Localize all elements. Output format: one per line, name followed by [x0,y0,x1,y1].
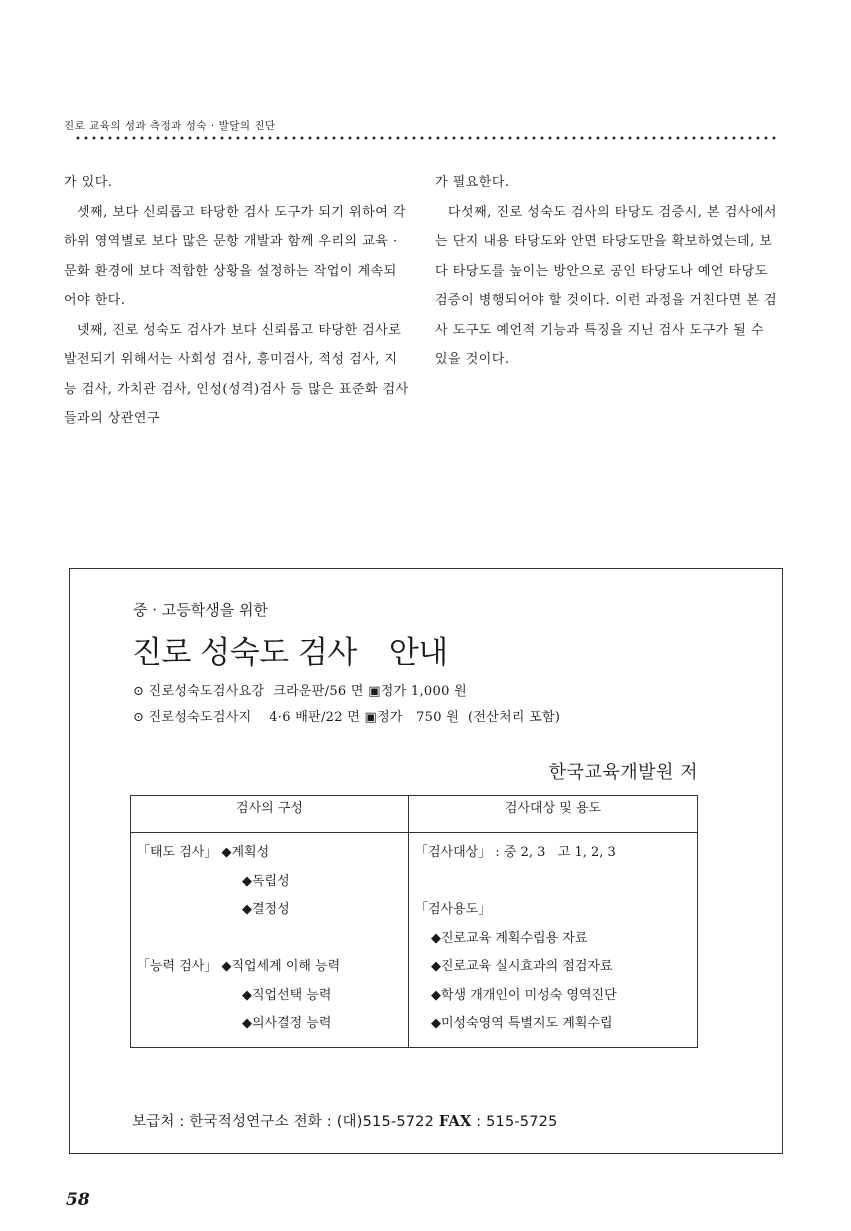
right-column [435,168,780,375]
paragraph: 넷째, 진로 성숙도 검사가 보다 신뢰롭고 타당한 검사로 발전되기 위해서는 사회성 검사, 흥미검사, 적성 검사, 지능 검사, 가치관 검사, 인성(성격)검사 등 많은 표준화 검사들과의 상관연구 [64,322,409,426]
page-number: 58 [66,1190,90,1210]
ad-subtitle: 중 · 고등학생을 위한 [133,601,268,619]
list-item: 「검사용도」 [415,902,492,917]
paragraph: 다섯째, 진로 성숙도 검사의 타당도 검증시, 본 검사에서는 단지 내용 타당도와 안면 타당도만을 확보하였는데, 보다 타당도를 높이는 방안으로 공인 타당도나 예언 타당도 검증이 병행되어야 할 것이다. 이런 과정을 거친다면 본 검사 도구도 예언적 기능과 특징을 지닌 검사 도구가 될 수 있을 것이다. [435,204,778,367]
ad-title-suffix: 안내 [388,635,448,671]
target-usage-cell [409,833,698,1048]
publisher: 한국교육개발원 저 [548,762,698,783]
list-item: 「태도 검사」 ◆계획성 [137,845,270,860]
list-item: ◆학생 개개인이 미성숙 영역진단 [431,987,617,1003]
list-item: 「검사대상」 : 중 2, 3 고 1, 2, 3 [415,845,616,860]
spacer [137,925,408,954]
fax-number: : 515-5725 [471,1114,558,1130]
list-item: ◆직업선택 능력 [242,987,332,1003]
advertisement-box [69,568,783,1154]
table-header: 검사의 구성 [131,796,409,833]
composition-cell [131,833,409,1048]
table-header: 검사대상 및 용도 [409,796,698,833]
contact-info [132,1110,558,1131]
paragraph: 가 있다. [64,175,113,190]
list-item: ◆진로교육 실시효과의 점검자료 [431,959,613,974]
list-item: ◆결정성 [242,902,290,917]
fax-label: FAX [438,1113,472,1130]
test-info-table [130,795,698,1048]
contact-prefix: 보급처 : 한국적성연구소 전화 : (대)515-5722 [132,1114,435,1130]
list-item: ◆의사결정 능력 [242,1016,332,1031]
list-item: ◆독립성 [242,873,290,889]
spacer [415,868,697,897]
list-item: ◆진로교육 계획수립용 자료 [431,930,588,946]
ad-title-main: 진로 성숙도 검사 [132,635,357,671]
left-column [64,168,409,434]
dotted-rule [74,135,778,141]
paragraph: 가 필요한다. [435,175,510,190]
product-line-sheet: ⊙ 진로성숙도검사지 4·6 배판/22 면 ▣정가 750 원 (전산처리 포함) [133,710,561,725]
ad-title [132,627,448,672]
product-line-manual: ⊙ 진로성숙도검사요강 크라운판/56 면 ▣정가 1,000 원 [133,684,467,699]
list-item: 「능력 검사」 ◆직업세계 이해 능력 [137,959,341,974]
paragraph: 셋째, 보다 신뢰롭고 타당한 검사 도구가 되기 위하여 각 하위 영역별로 보다 많은 문항 개발과 함께 우리의 교육 · 문화 환경에 보다 적합한 상황을 설정하는 작업이 계속되어야 한다. [64,204,406,308]
running-head: 진로 교육의 성과 측정과 성숙 · 발달의 진단 [64,120,276,132]
list-item: ◆미성숙영역 특별지도 계획수립 [431,1016,613,1031]
